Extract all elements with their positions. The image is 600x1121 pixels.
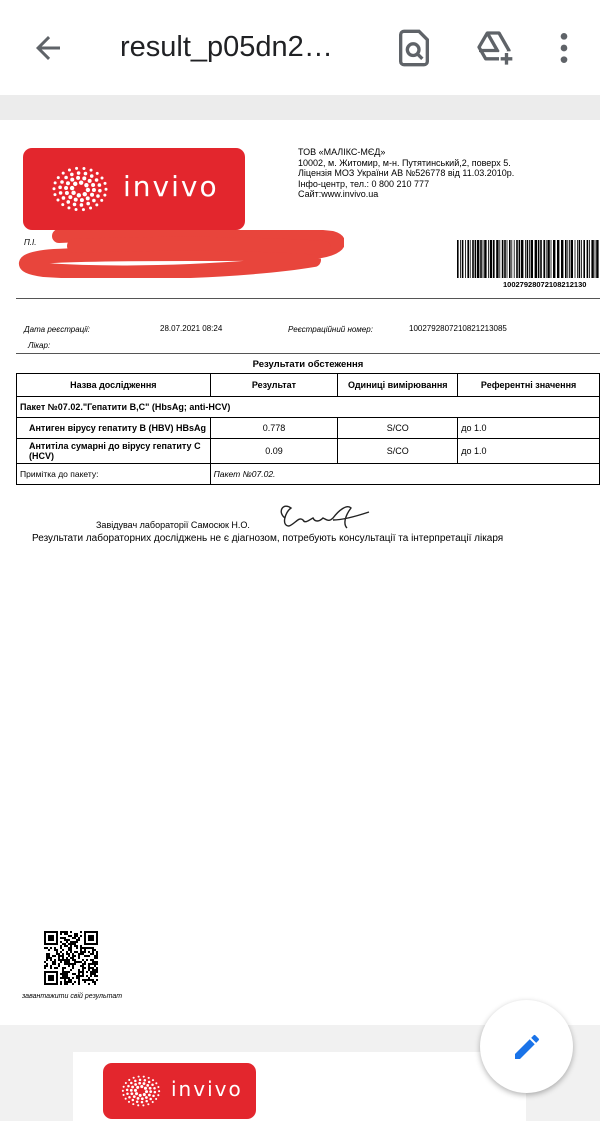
divider (16, 353, 600, 354)
note-value: Пакет №07.02. (210, 464, 599, 485)
test-reference: до 1.0 (458, 439, 600, 464)
logo-text: invivo (171, 1077, 243, 1101)
document-title: result_p05dn2… (120, 31, 333, 63)
test-result: 0.09 (210, 439, 338, 464)
document-page-2[interactable] (73, 1052, 526, 1121)
table-row (17, 418, 600, 439)
invivo-logo (23, 148, 245, 230)
registration-number-label: Реєстраційний номер: (288, 325, 373, 334)
results-table (16, 373, 600, 485)
table-header-row (17, 374, 600, 397)
results-title: Результати обстеження (252, 359, 364, 370)
package-name: Пакет №07.02."Гепатити В,С" (HbsAg; anti-HCV) (17, 397, 600, 418)
company-info-center: Інфо-центр, тел.: 0 800 210 777 (298, 178, 430, 189)
barcode (457, 240, 600, 278)
test-result: 0.778 (210, 418, 338, 439)
test-unit: S/CO (338, 418, 458, 439)
divider (16, 298, 600, 299)
company-info (298, 147, 514, 200)
table-row (17, 439, 600, 464)
document-page[interactable] (0, 120, 600, 1025)
signature-image (273, 498, 373, 534)
redaction-scribble (14, 230, 344, 278)
registration-date-label: Дата реєстрації: (24, 325, 91, 334)
doctor-label: Лікар: (28, 341, 51, 350)
dots-burst-icon (39, 156, 121, 222)
column-header: Референтні значення (458, 374, 600, 397)
test-name: Антитіла сумарні до вірусу гепатиту С (HCV) (17, 439, 211, 464)
add-to-drive-icon[interactable] (474, 28, 514, 68)
test-reference: до 1.0 (458, 418, 600, 439)
company-address: 10002, м. Житомир, м-н. Путятинський,2, поверх 5. (298, 157, 511, 168)
company-license: Ліцензія МОЗ України АВ №526778 від 11.03.2010р. (298, 168, 515, 178)
company-site: Сайт:www.invivo.ua (298, 189, 379, 199)
column-header: Результат (210, 374, 338, 397)
registration-number-value: 1002792807210821213085 (409, 324, 507, 333)
head-of-lab: Завідувач лабораторії Самосюк Н.О. (96, 520, 250, 530)
disclaimer: Результати лабораторних досліджень не є діагнозом, потребують консультації та інтерпретації лікаря (32, 533, 504, 544)
invivo-logo (103, 1063, 256, 1119)
pencil-edit-icon (511, 1031, 543, 1063)
patient-label: П.І. (24, 238, 37, 247)
package-row (17, 397, 600, 418)
more-vert-icon[interactable] (544, 28, 584, 68)
qr-caption: завантажити свій результат (22, 993, 123, 1000)
column-header: Одиниці вимірювання (338, 374, 458, 397)
company-name: ТОВ «МАЛІКС-МЄД» (298, 147, 386, 157)
dots-burst-icon (113, 1068, 169, 1114)
back-arrow-icon[interactable] (30, 30, 66, 66)
qr-code[interactable] (44, 931, 98, 985)
edit-fab-button[interactable] (480, 1000, 573, 1093)
logo-text: invivo (123, 170, 219, 203)
search-document-icon[interactable] (394, 28, 434, 68)
barcode-number: 10027928072108212130 (503, 280, 587, 289)
registration-date-value: 28.07.2021 08:24 (160, 324, 223, 333)
note-row (17, 464, 600, 485)
app-bar (0, 0, 600, 95)
test-name: Антиген вірусу гепатиту В (HBV) HBsAg (17, 418, 211, 439)
viewer-background (0, 95, 600, 120)
test-unit: S/CO (338, 439, 458, 464)
note-label: Примітка до пакету: (17, 464, 211, 485)
column-header: Назва дослідження (17, 374, 211, 397)
